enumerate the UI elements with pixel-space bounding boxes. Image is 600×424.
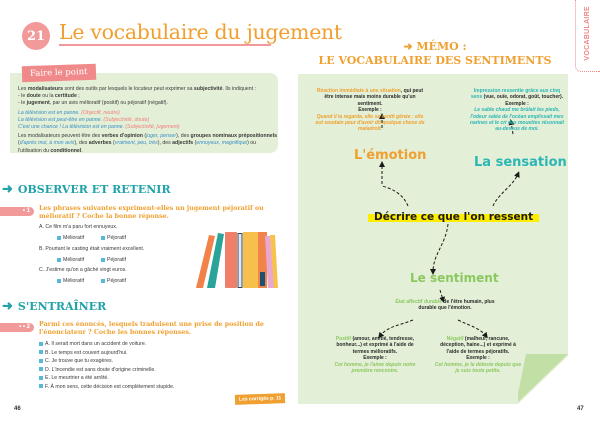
fp-example: C'est une chance ! La télévision est en panne. (Subjectivité, jugement) [18,124,180,131]
arrow-right-icon: ➜ [2,182,13,197]
section-heading-observer: ➜ OBSERVER ET RETENIR [2,182,171,197]
fp-line-doute: - le doute ou la certitude ; [18,93,80,100]
sensation-definition: Impression ressentie grâce aux cinq sens (vue, ouïe, odorat, goût, toucher). Exemple : Le sable chaud me brûlait les pieds, l'odeur salée de l'océan emplissait mes narines et le cri des mouettes résonnait au-dessus de moi. [469,88,565,133]
exercise-2-question: Parmi ces énoncés, lesquels traduisent une prise de position de l'énonciateur ? Coche les bonnes réponses. [39,321,264,336]
side-tab-label: VOCABULAIRE [584,6,591,61]
exercise-1-item-b: B. Pourtant le casting était vraiment excellent. [39,246,145,252]
checkbox-icon[interactable] [39,359,43,363]
page-title: Le vocabulaire du jugement [59,20,342,44]
memo-title-line1: ➜ MÉMO : [403,40,467,53]
emotion-definition: Réaction immédiate à une situation, qui peut être intense mais moins durable qu'un sentiment. Exemple : Quand il la regarda, elle se sentit gênée : elle eut soudain peur d'avoir dit quelque chose de maladroit. [315,88,425,133]
fp-intro: Les modalisateurs sont des outils par lesquels le locuteur peut exprimer sa subjectivité. Ils indiquent : [18,86,256,92]
fp-example: La télévision est en panne. (Objectif, neutre) [18,109,120,116]
exercise-2-option-f[interactable]: F. À mon sens, cette décision est complètement stupide. [39,384,174,390]
books-illustration [188,232,278,290]
exercise-2-option-c[interactable]: C. Je trouve que tu exagères. [39,358,113,364]
exercise-2-option-d[interactable]: D. L'incendie est sans doute d'origine criminelle. [39,367,156,373]
fp-line-jugement: - le jugement, par un avis mélioratif (positif) ou péjoratif (négatif). [18,100,168,107]
book-label [260,272,265,286]
chapter-number-badge: 21 [22,22,50,50]
option-pejoratif-a[interactable]: Péjoratif [101,235,126,241]
book-spine [225,232,237,288]
title-underline [59,44,271,46]
exercise-2-tag: • • 2 [0,323,34,332]
checkbox-icon[interactable] [39,384,43,388]
checkbox-icon[interactable] [101,279,105,283]
checkbox-icon[interactable] [101,236,105,240]
sentiment-label: Le sentiment [410,271,499,285]
exercise-2-option-e[interactable]: E. Le meurtrier a été arrêté. [39,375,109,381]
exercise-1-item-c: C. J'estime qu'on a gâché vingt euros. [39,267,127,273]
faire-le-point-text [18,86,280,155]
faire-le-point-tag: Faire le point [22,64,96,83]
checkbox-icon[interactable] [39,350,43,354]
option-pejoratif-b[interactable]: Péjoratif [101,257,126,263]
positif-definition: Positif (amour, amitié, tendresse, bonheur...) et exprimé à l'aide de termes mélioratifs. Exemple : Cet homme, je l'aime depuis notre première rencontre. [334,336,416,375]
exercise-1-item-a: A. Ce film m'a paru fort ennuyeux. [39,224,118,230]
checkbox-icon[interactable] [57,258,61,262]
negatif-definition: Négatif (malheur, rancune, déception, haine...) et exprimé à l'aide de termes péjoratifs. Exemple : Cet homme, je le déteste depuis que je suis toute petite. [434,336,522,375]
arrow-right-icon: ➜ [403,40,417,53]
book-spine [243,232,258,288]
exercise-1-question: Les phrases suivantes expriment-elles un jugement péjoratif ou mélioratif ? Coche la bonne réponse. [39,205,264,220]
exercise-1-tag: • 1 [0,207,34,216]
memo-title-line2: LE VOCABULAIRE DES SENTIMENTS [318,54,552,67]
sensation-label: La sensation [474,155,567,170]
exercise-2-option-b[interactable]: B. Le temps est couvert aujourd'hui. [39,350,128,356]
exercise-2-option-a[interactable]: A. Il serait mort dans un accident de voiture. [39,341,146,347]
fp-paragraph-2: Les modalisateurs peuvent être des verbes d'opinion (juger, penser), des groupes nominaux prépositionnels (d'après moi, à mon avis), des adverbes (vraiment, peu, très), des adjectifs (ennuyeux, magnifique) ou l'utilisation du conditionnel. [18,133,278,154]
checkbox-icon[interactable] [101,258,105,262]
center-label: Décrire ce que l'on ressent [368,210,539,224]
arrow-right-icon: ➜ [2,299,13,314]
page-corner-fold [518,354,570,404]
memo-title [300,40,570,68]
option-pejoratif-c[interactable]: Péjoratif [101,278,126,284]
emotion-label: L'émotion [354,148,427,163]
fp-example: La télévision est peut-être en panne. (Subjectivité, doute) [18,116,150,123]
checkbox-icon[interactable] [57,279,61,283]
book-spine [239,234,242,287]
checkbox-icon[interactable] [39,367,43,371]
page-number-right: 47 [577,406,584,412]
checkbox-icon[interactable] [39,342,43,346]
checkbox-icon[interactable] [57,236,61,240]
option-melioratif-b[interactable]: Mélioratif [57,257,84,263]
option-melioratif-c[interactable]: Mélioratif [57,278,84,284]
sentiment-definition: État affectif durable de l'être humain, plus durable que l'émotion. [395,299,495,312]
page-number-left: 46 [14,406,21,412]
option-melioratif-a[interactable]: Mélioratif [57,235,84,241]
checkbox-icon[interactable] [39,376,43,380]
section-heading-entrainer: ➜ S'ENTRAÎNER [2,299,107,314]
corriges-link[interactable]: Les corrigés p. 11 [235,393,286,405]
